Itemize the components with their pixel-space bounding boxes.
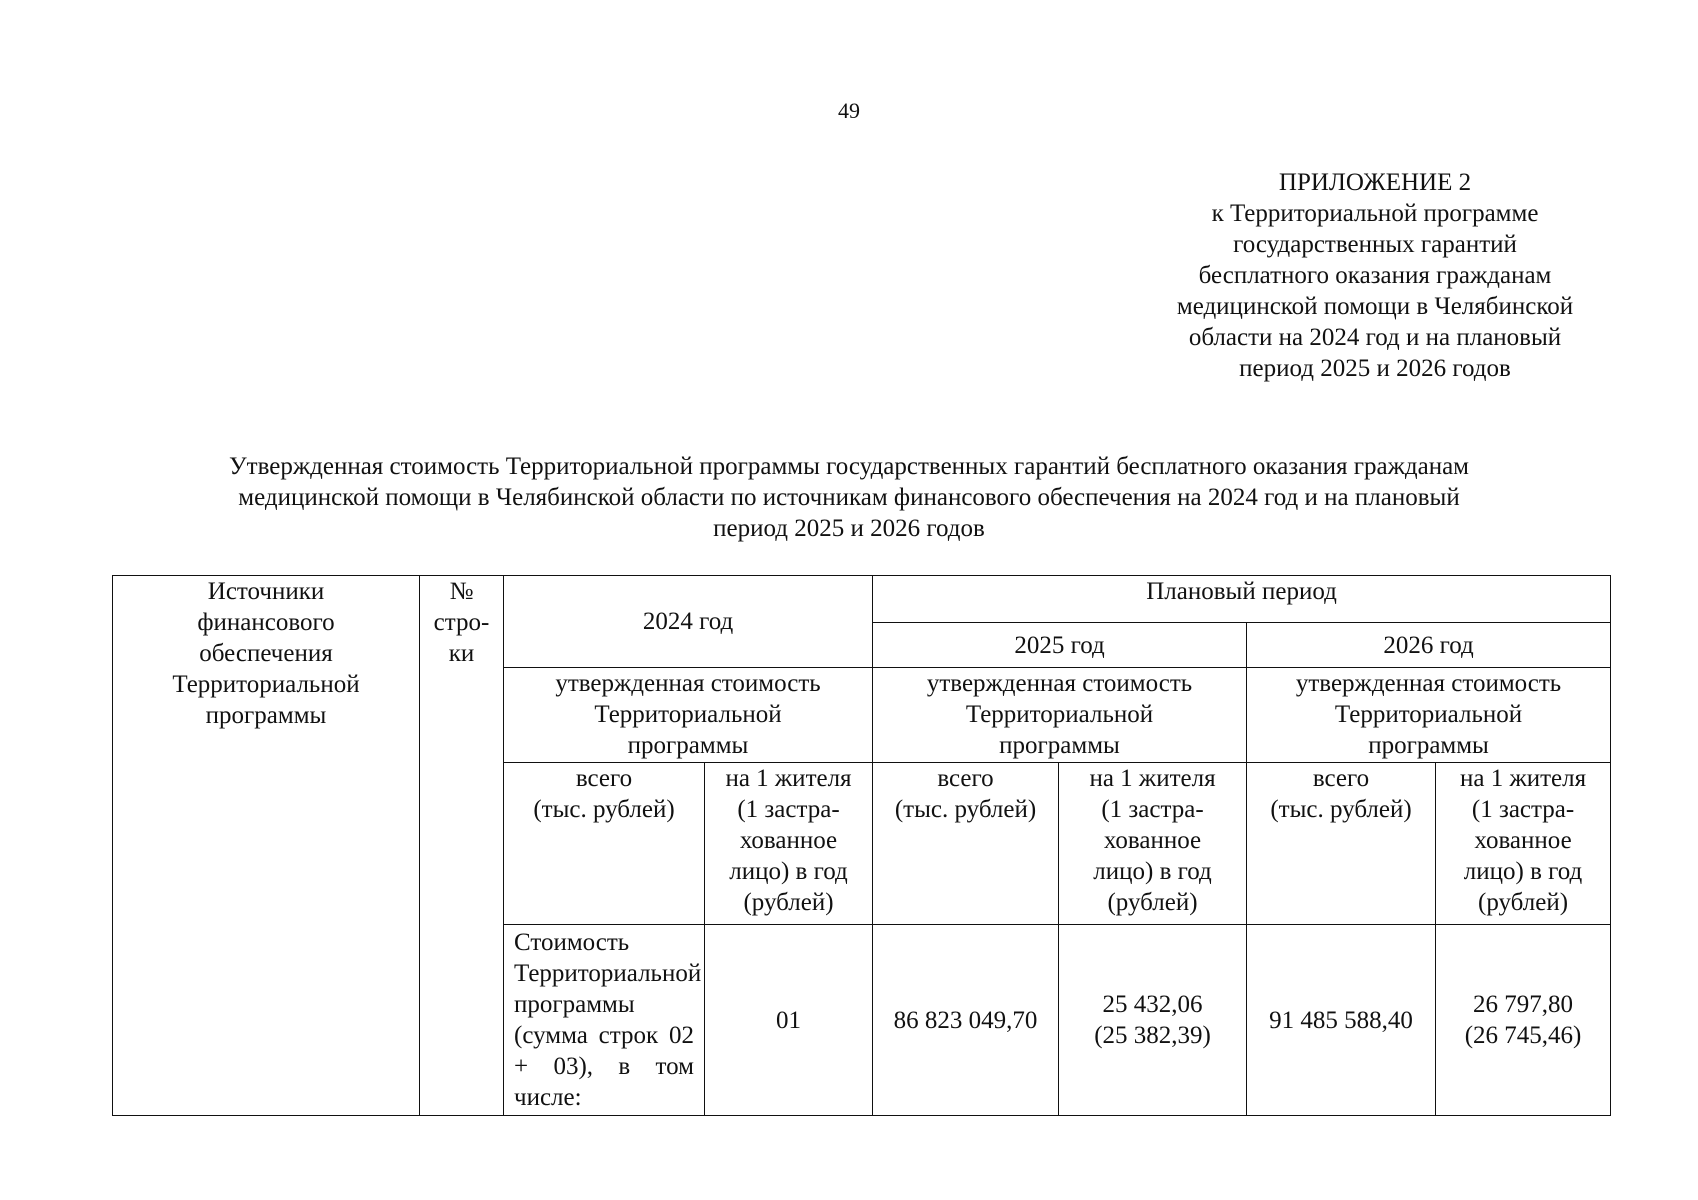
appendix-line: медицинской помощи в Челябинской <box>1176 293 1574 320</box>
header-year-2025: 2025 год <box>873 623 1247 668</box>
header-total-2024: всего (тыс. рублей) <box>504 763 705 925</box>
page-number: 49 <box>838 98 860 123</box>
row-number: 01 <box>705 925 873 1116</box>
appendix-line: период 2025 и 2026 годов <box>1239 355 1511 382</box>
title-line: медицинской помощи в Челябинской области по источникам финансового обеспечения на 2024 год и на плановый <box>238 484 1460 511</box>
appendix-line: ПРИЛОЖЕНИЕ 2 <box>1278 169 1472 196</box>
appendix-line: бесплатного оказания гражданам <box>1198 262 1552 289</box>
header-total-2026: всего (тыс. рублей) <box>1247 763 1436 925</box>
title-line: Утвержденная стоимость Территориальной программы государственных гарантий бесплатного оказания гражданам <box>228 453 1469 480</box>
title-line: период 2025 и 2026 годов <box>713 515 985 542</box>
header-year-2024: 2024 год <box>504 576 873 668</box>
header-year-2026: 2026 год <box>1247 623 1611 668</box>
appendix-heading <box>1095 167 1655 384</box>
row-total-2025: 91 485 588,40 <box>1247 925 1436 1116</box>
header-source: Источники финансового обеспечения Территориальной программы <box>113 576 420 1116</box>
appendix-line: к Территориальной программе <box>1211 200 1539 227</box>
header-per-resident-2025: на 1 жителя (1 застра- хованное лицо) в год (рублей) <box>1059 763 1247 925</box>
document-title <box>120 451 1578 544</box>
header-approved-cost-2024: утвержденная стоимость Территориальной программы <box>504 668 873 763</box>
header-planned-period: Плановый период <box>873 576 1611 623</box>
row-per-resident-2024: 25 432,06 (25 382,39) <box>1059 925 1247 1116</box>
appendix-line: области на 2024 год и на плановый <box>1188 324 1562 351</box>
appendix-line: государственных гарантий <box>1233 231 1517 258</box>
header-row-number: № стро- ки <box>420 576 504 1116</box>
header-per-resident-2026: на 1 жителя (1 застра- хованное лицо) в год (рублей) <box>1436 763 1611 925</box>
header-approved-cost-2026: утвержденная стоимость Территориальной программы <box>1247 668 1611 763</box>
header-per-resident-2024: на 1 жителя (1 застра- хованное лицо) в год (рублей) <box>705 763 873 925</box>
header-total-2025: всего (тыс. рублей) <box>873 763 1059 925</box>
row-source: Стоимость Территориальной программы (сумма строк 02 + 03), в том числе: <box>504 925 705 1116</box>
row-total-2024: 86 823 049,70 <box>873 925 1059 1116</box>
header-approved-cost-2025: утвержденная стоимость Территориальной программы <box>873 668 1247 763</box>
financing-table <box>112 575 1611 1116</box>
row-per-resident-2025: 26 797,80 (26 745,46) <box>1436 925 1611 1116</box>
